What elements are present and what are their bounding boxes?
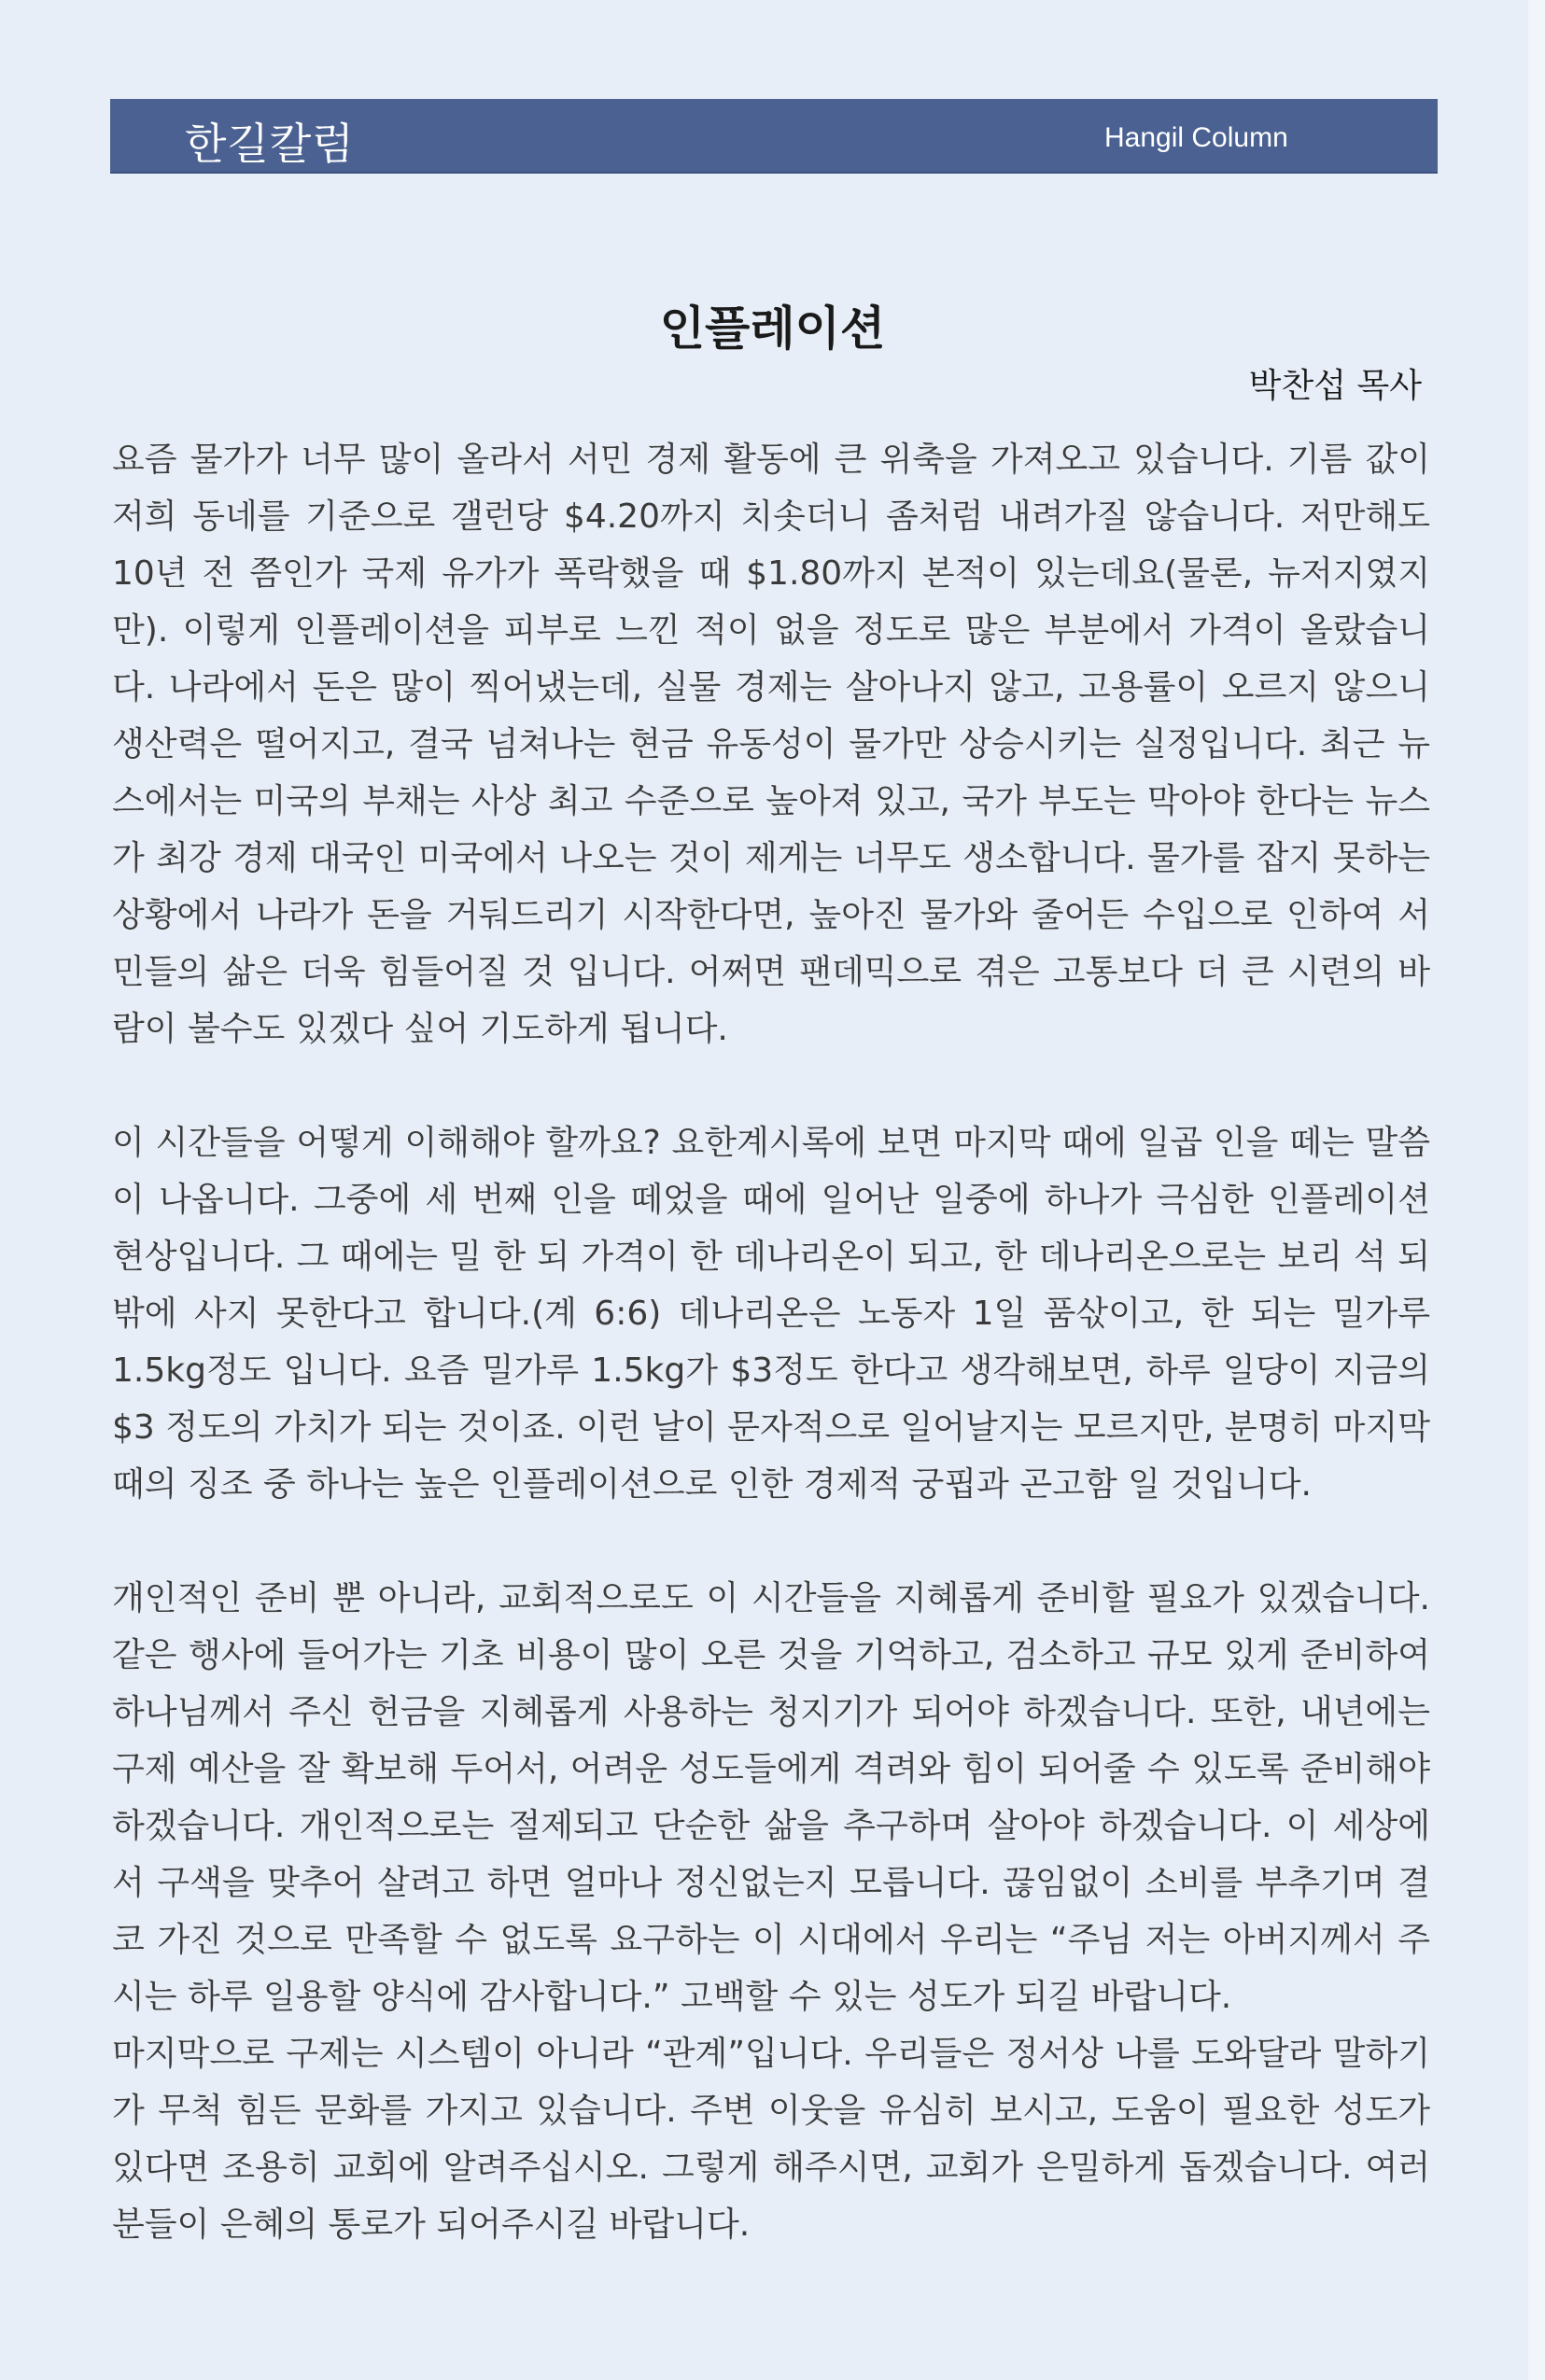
article-title: 인플레이션 [659, 301, 886, 356]
paragraph-4: 마지막으로 구제는 시스템이 아니라 “관계”입니다. 우리들은 정서상 나를 도와달라 말하기가 무척 힘든 문화를 가지고 있습니다. 주변 이웃을 유심히 보시고, 도움이 필요한 성도가 있다면 조용히 교회에 알려주십시오. 그렇게 해주시면, 교회가 은밀하게 돕겠습니다. 여러분들이 은혜의 통로가 되어주시길 바랍니다. [112, 2035, 1430, 2244]
article-author: 박찬섭 목사 [1248, 367, 1422, 405]
paragraph-3: 개인적인 준비 뿐 아니라, 교회적으로도 이 시간들을 지혜롭게 준비할 필요가 있겠습니다. 같은 행사에 들어가는 기초 비용이 많이 오른 것을 기억하고, 검소하고 규모 있게 준비하여 하나님께서 주신 헌금을 지혜롭게 사용하는 청지기가 되어야 하겠습니다. 또한, 내년에는 구제 예산을 잘 확보해 두어서, 어려운 성도들에게 격려와 힘이 되어줄 수 있도록 준비해야 하겠습니다. 개인적으로는 절제되고 단순한 삶을 추구하며 살아야 하겠습니다. 이 세상에서 구색을 맞추어 살려고 하면 얼마나 정신없는지 모릅니다. 끊임없이 소비를 부추기며 결코 가진 것으로 만족할 수 없도록 요구하는 이 시대에서 우리는 “주님 저는 아버지께서 주시는 하루 일용할 양식에 감사합니다.” 고백할 수 있는 성도가 되길 바랍니다. [112, 1579, 1430, 2016]
paragraph-2: 이 시간들을 어떻게 이해해야 할까요? 요한계시록에 보면 마지막 때에 일곱 인을 떼는 말씀이 나옵니다. 그중에 세 번째 인을 떼었을 때에 일어난 일중에 하나가 극심한 인플레이션 현상입니다. 그 때에는 밀 한 되 가격이 한 데나리온이 되고, 한 데나리온으로는 보리 석 되밖에 사지 못한다고 합니다.(계 6:6) 데나리온은 노동자 1일 품삯이고, 한 되는 밀가루 1.5kg정도 입니다. 요즘 밀가루 1.5kg가 $3정도 한다고 생각해보면, 하루 일당이 지금의 $3 정도의 가치가 되는 것이죠. 이런 날이 문자적으로 일어날지는 모르지만, 분명히 마지막 때의 징조 중 하나는 높은 인플레이션으로 인한 경제적 궁핍과 곤고함 일 것입니다. [112, 1124, 1430, 1504]
column-title: 한길칼럼 [185, 119, 355, 169]
column-header-bar [110, 99, 1438, 174]
paragraph-gap [112, 1057, 1430, 1114]
column-subtitle: Hangil Column [1104, 122, 1288, 153]
paragraph-1: 요즘 물가가 너무 많이 올라서 서민 경제 활동에 큰 위축을 가져오고 있습니다. 기름 값이 저희 동네를 기준으로 갤런당 $4.20까지 치솟더니 좀처럼 내려가질 않습니다. 저만해도 10년 전 쯤인가 국제 유가가 폭락했을 때 $1.80까지 본적이 있는데요(물론, 뉴저지였지만). 이렇게 인플레이션을 피부로 느낀 적이 없을 정도로 많은 부분에서 가격이 올랐습니다. 나라에서 돈은 많이 찍어냈는데, 실물 경제는 살아나지 않고, 고용률이 오르지 않으니 생산력은 떨어지고, 결국 넘쳐나는 현금 유동성이 물가만 상승시키는 실정입니다. 최근 뉴스에서는 미국의 부채는 사상 최고 수준으로 높아져 있고, 국가 부도는 막아야 한다는 뉴스가 최강 경제 대국인 미국에서 나오는 것이 제게는 너무도 생소합니다. 물가를 잡지 못하는 상황에서 나라가 돈을 거둬드리기 시작한다면, 높아진 물가와 줄어든 수입으로 인하여 서민들의 삶은 더욱 힘들어질 것 입니다. 어쩌면 팬데믹으로 겪은 고통보다 더 큰 시련의 바람이 불수도 있겠다 싶어 기도하게 됩니다. [112, 441, 1430, 1048]
paragraph-gap [112, 1513, 1430, 1570]
article-body [112, 431, 1430, 2253]
